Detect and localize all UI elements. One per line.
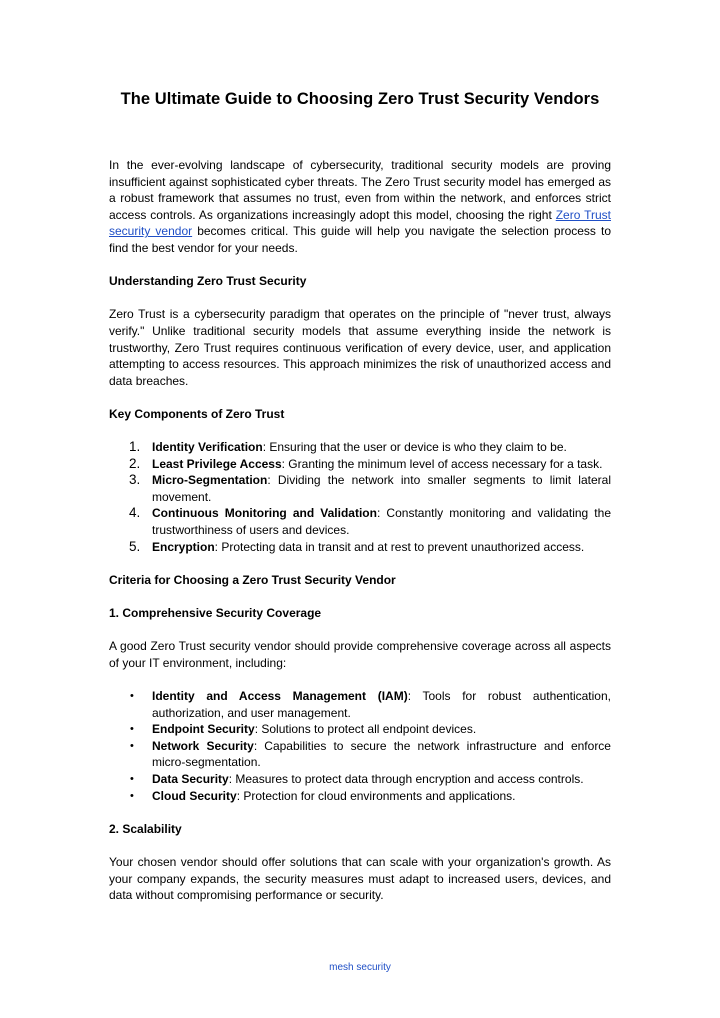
zero-trust-vendor-link[interactable]: Zero Trust security vendor (109, 207, 611, 239)
list-desc: : Solutions to protect all endpoint devices. (254, 722, 477, 737)
list-desc: : Capabilities to secure the network infrastructure and enforce micro-segmentation. (152, 738, 611, 770)
list-term: Micro-Segmentation (152, 473, 268, 488)
list-number: 5. (129, 538, 141, 554)
bullet-icon: • (130, 739, 134, 752)
list-item (109, 456, 611, 473)
intro-text-start: In the ever-evolving landscape of cybersecurity, traditional security models are proving insufficient against sophisticated cyber threats. The Zero Trust security model has emerged as a robust framework that assumes no trust, even from within the network, and enforces strict access controls. As organizations increasingly adopt this model, choosing the right (109, 158, 611, 222)
list-term: Endpoint Security (152, 722, 255, 737)
heading-criteria: Criteria for Choosing a Zero Trust Security Vendor (109, 572, 396, 587)
intro-paragraph (109, 157, 611, 257)
bullet-icon: • (130, 789, 134, 802)
bullet-icon: • (130, 690, 134, 702)
heading-coverage: 1. Comprehensive Security Coverage (109, 606, 322, 621)
coverage-list (109, 688, 611, 804)
list-number: 2. (129, 455, 141, 471)
bullet-icon: • (130, 772, 134, 785)
list-number: 3. (129, 472, 141, 488)
page-title: The Ultimate Guide to Choosing Zero Trust Security Vendors (120, 90, 600, 108)
list-item (109, 472, 611, 505)
list-term: Least Privilege Access (152, 456, 282, 471)
list-item (109, 738, 611, 771)
coverage-paragraph: A good Zero Trust security vendor should provide comprehensive coverage across all aspects of your IT environment, including: (109, 639, 611, 670)
list-term: Identity Verification (152, 440, 263, 455)
list-term: Data Security (152, 771, 229, 786)
list-term: Continuous Monitoring and Validation (152, 506, 377, 521)
list-item (109, 721, 611, 738)
list-item (109, 788, 611, 805)
list-item (109, 439, 611, 456)
list-desc: : Dividing the network into smaller segments to limit lateral movement. (152, 473, 611, 504)
heading-understanding: Understanding Zero Trust Security (109, 274, 307, 289)
list-term: Encryption (152, 539, 215, 554)
list-desc: : Constantly monitoring and validating the trustworthiness of users and devices. (152, 506, 611, 538)
list-item (109, 771, 611, 788)
understanding-paragraph: Zero Trust is a cybersecurity paradigm that operates on the principle of "never trust, always verify." Unlike traditional security models that assume everything inside the network is trustworthy, Zero Trust requires continuous verification of every device, user, and application attempting to access resources. This approach minimizes the risk of unauthorized access and data breaches. (109, 307, 611, 388)
list-desc: : Protecting data in transit and at rest to prevent unauthorized access. (214, 539, 585, 554)
scalability-paragraph: Your chosen vendor should offer solutions that can scale with your organization's growth. As your company expands, the security measures must adapt to increased users, devices, and data without compromising performance or security. (109, 854, 611, 903)
list-desc: : Ensuring that the user or device is who they claim to be. (262, 440, 567, 455)
list-term: Cloud Security (152, 788, 237, 803)
list-term: Identity and Access Management (IAM) (152, 689, 408, 703)
mesh-security-link[interactable]: mesh security (329, 962, 391, 973)
list-item (109, 688, 611, 721)
heading-key-components: Key Components of Zero Trust (109, 406, 285, 421)
list-desc: : Tools for robust authentication, authorization, and user management. (152, 689, 611, 720)
bullet-icon: • (130, 723, 134, 736)
list-term: Network Security (152, 738, 254, 753)
list-desc: : Measures to protect data through encryption and access controls. (228, 771, 584, 786)
intro-text-end: becomes critical. This guide will help you navigate the selection process to find the best vendor for your needs. (109, 224, 611, 255)
list-item (109, 539, 611, 556)
list-desc: : Granting the minimum level of access necessary for a task. (281, 456, 603, 471)
list-number: 4. (129, 505, 141, 521)
components-list (109, 439, 611, 555)
list-desc: : Protection for cloud environments and applications. (236, 788, 516, 803)
list-number: 1. (129, 439, 141, 455)
page-footer (0, 961, 720, 975)
list-item (109, 505, 611, 538)
heading-scalability: 2. Scalability (109, 821, 182, 836)
document-content (109, 88, 611, 904)
